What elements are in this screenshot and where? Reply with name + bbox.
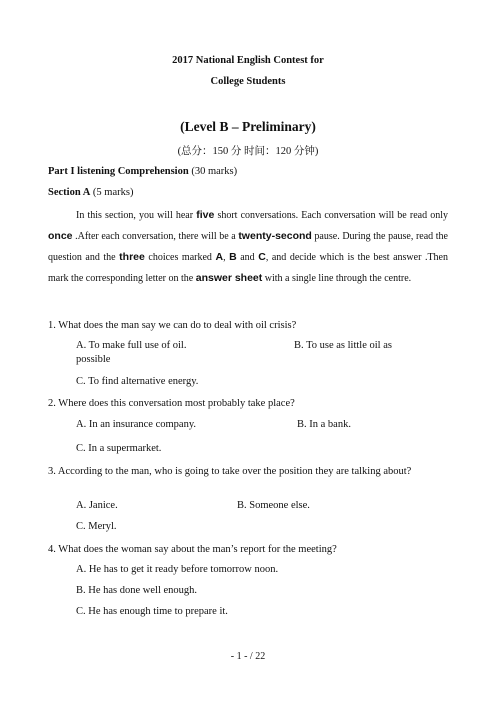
instructions-emphasis: twenty-second xyxy=(238,230,312,242)
instructions-emphasis: A xyxy=(215,251,224,263)
instructions-emphasis: B xyxy=(229,251,237,263)
instructions-text: , and decide which is the best answer .Then mark the corresponding letter on the xyxy=(48,252,448,284)
instructions-text: In this section, you will hear xyxy=(76,210,197,221)
instructions-emphasis: C xyxy=(258,251,266,263)
part-label: Part I listening Comprehension xyxy=(48,166,189,177)
q4-option-c: C. He has enough time to prepare it. xyxy=(76,606,228,617)
q2-option-a: A. In an insurance company. xyxy=(76,419,197,430)
q3-option-c: C. Meryl. xyxy=(76,521,117,532)
q3-option-b: B. Someone else. xyxy=(237,500,310,511)
q3-option-a: A. Janice. xyxy=(76,500,118,511)
question-2: 2. Where does this conversation most probably take place? xyxy=(48,398,295,409)
q1-option-a: A. To make full use of oil. xyxy=(76,340,187,351)
instructions-emphasis: answer sheet xyxy=(195,272,263,284)
section-heading xyxy=(48,187,133,198)
instructions-text: and xyxy=(236,252,259,263)
contest-title-line-2: College Students xyxy=(210,76,286,87)
q1-option-b: B. To use as little oil as possible xyxy=(76,340,392,365)
question-1: 1. What does the man say we can do to deal with oil crisis? xyxy=(48,320,297,331)
q4-option-b: B. He has done well enough. xyxy=(76,585,198,596)
section-label: Section A xyxy=(48,187,91,198)
section-instructions xyxy=(48,205,448,289)
page-number: - 1 - / 22 xyxy=(230,651,266,662)
q4-option-a: A. He has to get it ready before tomorrow noon. xyxy=(76,564,279,575)
instructions-text: , xyxy=(223,252,230,263)
question-3: 3. According to the man, who is going to take over the position they are talking about? xyxy=(48,466,412,477)
contest-title-line-1: 2017 National English Contest for xyxy=(172,55,324,66)
instructions-emphasis: once xyxy=(48,230,73,242)
instructions-text: short conversations. Each conversation will be read only xyxy=(214,210,448,221)
score-time-info: (总分：150 分 时间：120 分钟) xyxy=(177,146,319,157)
instructions-text: choices marked xyxy=(144,252,216,263)
q1-option-c: C. To find alternative energy. xyxy=(76,376,199,387)
instructions-text: .After each conversation, there will be a xyxy=(72,231,239,242)
instructions-emphasis: five xyxy=(196,209,215,221)
section-marks: (5 marks) xyxy=(92,187,134,198)
level-heading: (Level B – Preliminary) xyxy=(180,119,316,134)
question-4: 4. What does the woman say about the man’s report for the meeting? xyxy=(48,544,337,555)
part-marks: (30 marks) xyxy=(191,166,238,177)
part-heading xyxy=(48,166,237,177)
instructions-text: pause. During the pause, read the question and the xyxy=(48,231,448,263)
q2-option-b: B. In a bank. xyxy=(297,419,351,430)
q2-option-c: C. In a supermarket. xyxy=(76,443,162,454)
instructions-text: with a single line through the centre. xyxy=(262,273,412,284)
instructions-emphasis: three xyxy=(119,251,145,263)
